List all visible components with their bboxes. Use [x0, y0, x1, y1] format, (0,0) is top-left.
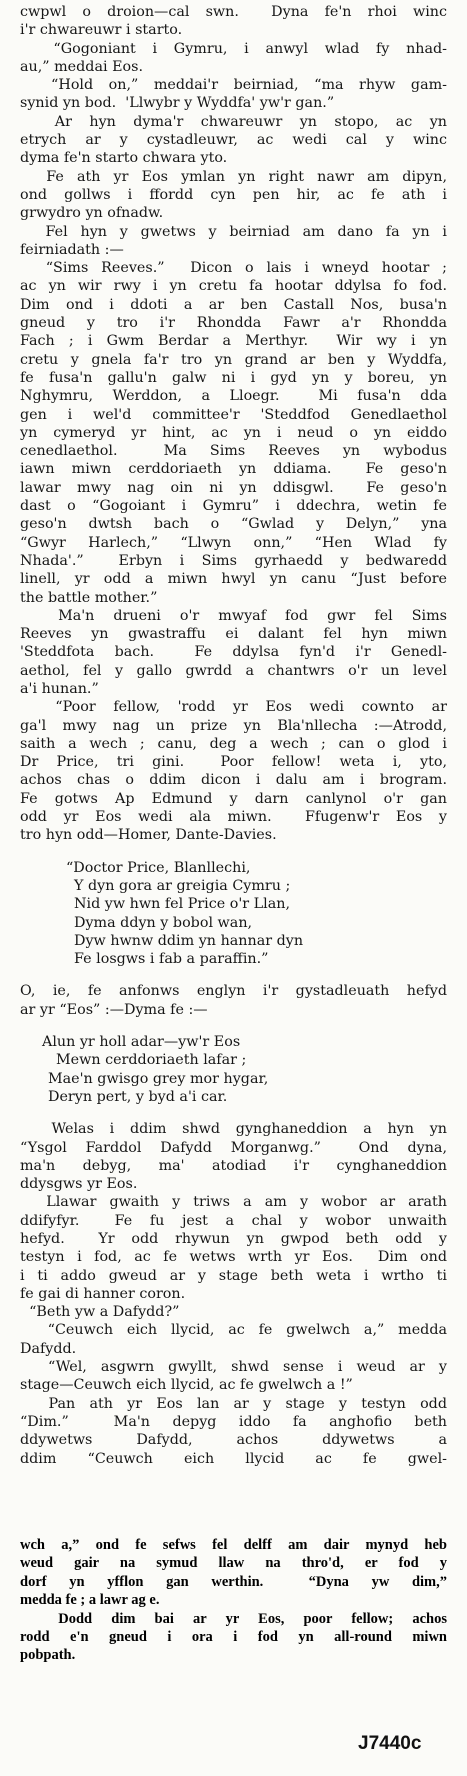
text-line: geso'n dwtsh bach o “Gwlad y Delyn,” yna: [20, 516, 447, 533]
text-line: yn cymeryd yr hint, ac yn i neud o yn eiddo: [20, 424, 447, 441]
verse-line: Y dyn gora ar greigia Cymru ;: [74, 877, 291, 894]
verse-line: Mewn cerddoriaeth lafar ;: [56, 1052, 247, 1069]
paragraph: [20, 982, 447, 1019]
text-line: gneud y tro i'r Rhondda Fawr a'r Rhondda: [20, 315, 447, 332]
text-line: gen i wel'd committee'r 'Steddfod Genedlaethol: [20, 406, 447, 423]
text-line: Fe gotws Ap Edmund y darn canlynol o'r gan: [20, 790, 447, 807]
verse-line: Nid yw hwn fel Price o'r Llan,: [74, 896, 291, 913]
text-line: “Poor fellow, 'rodd yr Eos wedi cownto ar: [20, 699, 447, 716]
text-line: lawar mwy nag oin ni yn ddisgwl. Fe geso'n: [20, 479, 447, 496]
text-line: “Ysgol Farddol Dafydd Morganwg.” Ond dyna,: [20, 1139, 447, 1156]
paragraph: [20, 3, 447, 40]
paragraph: [20, 168, 447, 223]
paragraph: [20, 76, 447, 113]
text-line: weud gair na symud llaw na thro'd, er fod y: [20, 1555, 447, 1572]
text-line: Llawar gwaith y triws a am y wobor ar arath: [20, 1194, 447, 1211]
paragraph: [20, 1610, 447, 1665]
text-line: tro hyn odd—Homer, Dante-Davies.: [20, 827, 277, 844]
text-line: Ar hyn dyma'r chwareuwr yn stopo, ac yn: [20, 113, 447, 130]
paragraph: [20, 259, 447, 607]
verse: [20, 859, 447, 969]
text-line: ac yn wir rwy i yn cretu fa hootar ddylsa fo fod.: [20, 278, 447, 295]
text-line: ddim “Ceuwch eich llycid ac fe gwel-: [20, 1450, 447, 1467]
paragraph: [20, 1536, 447, 1610]
text-line: ddysgws yr Eos.: [20, 1176, 138, 1193]
text-line: ar yr “Eos” :—Dyma fe :—: [20, 1001, 208, 1018]
text-line: fe gai di hanner coron.: [20, 1285, 186, 1302]
paragraph: [20, 223, 447, 260]
paragraph: [20, 1120, 447, 1193]
text-line: ond gollws i ffordd cyn pen hir, ac fe ath i: [20, 186, 447, 203]
paragraph: [20, 1303, 447, 1321]
text-line: “Ceuwch eich llycid, ac fe gwelwch a,” medda: [20, 1322, 447, 1339]
verse: [20, 1033, 447, 1106]
verse-line: Alun yr holl adar—yw'r Eos: [42, 1034, 241, 1051]
verse-line: Fe losgws i fab a paraffin.”: [74, 951, 269, 968]
text-line: dyma fe'n starto chwara yto.: [20, 150, 228, 167]
text-line: Nghymru, Werddon, a Lloegr. Mi fusa'n dda: [20, 388, 447, 405]
text-line: cenedlaethol. Ma Sims Reeves yn wybodus: [20, 443, 447, 460]
text-line: grwydro yn ofnadw.: [20, 205, 164, 222]
paragraph: [20, 113, 447, 168]
text-line: feirniadath :—: [20, 241, 124, 258]
text-line: etrych ar y cystadleuwr, ac wedi cal y winc: [20, 132, 447, 149]
text-line: “Beth yw a Dafydd?”: [20, 1304, 180, 1321]
text-line: “Hold on,” meddai'r beirniad, “ma rhyw gam-: [20, 77, 447, 94]
text-line: saith a wech ; canu, deg a wech ; can o glod i: [20, 735, 447, 752]
text-line: a'i hunan.”: [20, 680, 99, 697]
text-line: iawn miwn cerddoriaeth yn ddiama. Fe geso'n: [20, 461, 447, 478]
text-line: dorf yn yfflon gan werthin. “Dyna yw dim,”: [20, 1573, 447, 1590]
text-line: Pan ath yr Eos lan ar y stage y testyn odd: [20, 1395, 447, 1412]
text-line: fe fusa'n gallu'n galw ni i gyd yn y boreu, yn: [20, 369, 447, 386]
text-line: testyn i fod, ac fe wetws wrth yr Eos. Dim ond: [20, 1249, 447, 1266]
text-line: Dafydd.: [20, 1340, 77, 1357]
text-line: Welas i ddim shwd gynghaneddion a hyn yn: [20, 1121, 447, 1138]
text-line: hefyd. Yr odd rhywun yn gwpod beth odd y: [20, 1231, 447, 1247]
verse-line: “Doctor Price, Blanllechi,: [66, 859, 251, 876]
text-line: “Wel, asgwrn gwyllt, shwd sense i weud ar y: [20, 1359, 447, 1376]
paragraph: [20, 40, 447, 77]
text-line: Nhada'.” Erbyn i Sims gyrhaedd y bedwaredd: [20, 552, 447, 569]
text-line: Fe ath yr Eos ymlan yn right nawr am dipyn,: [20, 168, 447, 185]
text-line: ga'l mwy nag un prize yn Bla'nllecha :—Atrodd,: [20, 717, 447, 734]
text-line: “Sims Reeves.” Dicon o lais i wneyd hootar ;: [20, 260, 447, 277]
text-line: ddywetws Dafydd, achos ddywetws a: [20, 1432, 447, 1449]
verse-line: Dyw hwnw ddim yn hannar dyn: [74, 932, 304, 949]
article-continuation: [20, 1536, 447, 1665]
text-line: odd yr Eos wedi ala miwn. Ffugenw'r Eos y: [20, 809, 447, 826]
text-line: ddifyfyr. Fe fu jest a chal y wobor unwaith: [20, 1212, 447, 1229]
paragraph: [20, 1395, 447, 1468]
text-line: linell, yr odd a miwn hwyl yn canu “Just before: [20, 571, 447, 588]
text-line: “Gwyr Harlech,” “Llwyn onn,” “Hen Wlad fy: [20, 534, 447, 551]
text-line: wch a,” ond fe sefws fel delff am dair mynyd heb: [20, 1537, 447, 1553]
text-line: stage—Ceuwch eich llycid, ac fe gwelwch a !”: [20, 1377, 353, 1394]
paragraph: [20, 698, 447, 844]
text-line: Ma'n drueni o'r mwyaf fod gwr fel Sims: [20, 607, 447, 624]
text-line: dast o “Gogoiant i Gymru” i ddechra, wetin fe: [20, 498, 447, 515]
paragraph: [20, 1321, 447, 1358]
text-line: “Dim.” Ma'n depyg iddo fa anghofio beth: [20, 1413, 447, 1430]
text-line: rodd e'n gneud i ora i fod yn all-round miwn: [20, 1629, 447, 1646]
paragraph: [20, 1193, 447, 1303]
text-line: Fach ; i Gwm Berdar a Merthyr. Wir wy i yn: [20, 333, 447, 350]
text-line: Fel hyn y gwetws y beirniad am dano fa yn i: [20, 223, 447, 240]
text-line: Dim ond i ddoti a ar ben Castall Nos, busa'n: [20, 296, 447, 313]
paragraph: [20, 1358, 447, 1395]
text-line: synid yn bod. 'Llwybr y Wyddfa' yw'r gan.”: [20, 95, 335, 112]
text-line: achos chas o ddim dicon i dalu am i brogram.: [20, 772, 447, 789]
text-line: i'r chwareuwr i starto.: [20, 22, 183, 39]
text-line: cwpwl o droion—cal swn. Dyna fe'n rhoi winc: [20, 4, 447, 20]
verse-line: Deryn pert, y byd a'i car.: [48, 1088, 228, 1105]
text-line: pobpath.: [20, 1647, 76, 1664]
text-line: cretu y gnela fa'r tro yn grand ar ben y Wyddfa,: [20, 351, 447, 368]
verse-line: Mae'n gwisgo grey mor hygar,: [48, 1070, 269, 1087]
text-line: Dodd dim bai ar yr Eos, poor fellow; achos: [20, 1610, 447, 1627]
paragraph: [20, 607, 447, 698]
text-line: ma'n debyg, ma' atodiad i'r cynghaneddion: [20, 1157, 447, 1174]
text-line: “Gogoniant i Gymru, i anwyl wlad fy nhad-: [20, 40, 447, 57]
article-column: [20, 3, 447, 1468]
text-line: aethol, fel y gallo gwrdd a chantwrs o'r un level: [20, 662, 447, 679]
text-line: Dr Price, tri gini. Poor fellow! weta i, yto,: [20, 754, 447, 771]
text-line: Reeves yn gwastraffu ei dalant fel hyn miwn: [20, 626, 447, 643]
text-line: 'Steddfota bach. Fe ddylsa fyn'd i'r Genedl-: [20, 644, 447, 661]
text-line: i ti addo gweud ar y stage beth weta i wrtho ti: [20, 1267, 447, 1284]
verse-line: Dyma ddyn y bobol wan,: [74, 914, 253, 931]
text-line: au,” meddai Eos.: [20, 58, 144, 75]
text-line: O, ie, fe anfonws englyn i'r gystadleuath hefyd: [20, 983, 447, 1000]
text-line: the battle mother.”: [20, 589, 158, 606]
text-line: medda fe ; a lawr ag e.: [20, 1592, 160, 1609]
catalogue-code: J7440c: [358, 1733, 422, 1754]
